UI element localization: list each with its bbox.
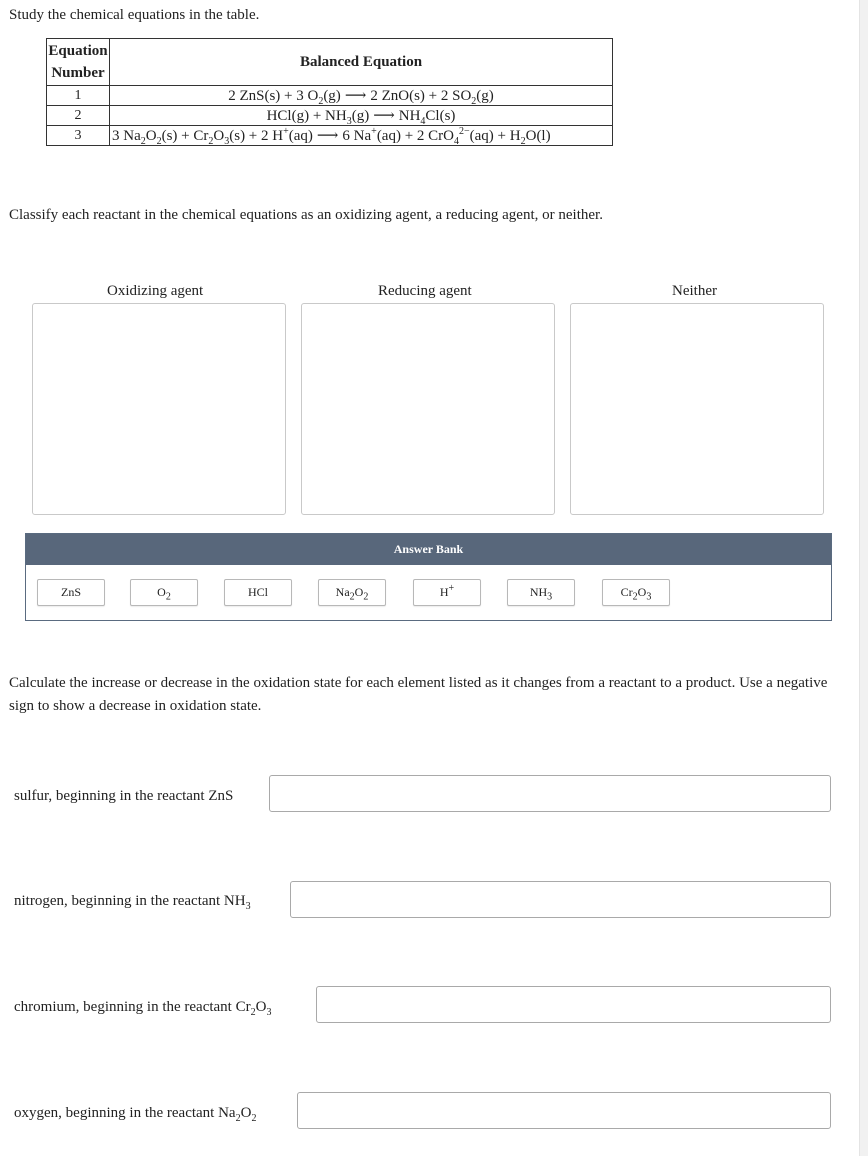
question-label-oxygen: oxygen, beginning in the reactant $Na_2O_2$	[14, 1105, 257, 1124]
answer-chip-cr2o3[interactable]: $Cr_2O_3$	[602, 579, 670, 606]
classify-prompt: Classify each reactant in the chemical equations as an oxidizing agent, a reducing agent, or neither.	[9, 207, 603, 223]
equation-number: 3	[47, 126, 110, 146]
question-label-sulfur: sulfur, beginning in the reactant ZnS	[14, 788, 234, 804]
equation-number: 2	[47, 106, 110, 126]
calc-prompt: Calculate the increase or decrease in the oxidation state for each element listed as it changes from a reactant to a product. Use a negative sign to show a decrease in oxidation state.	[9, 675, 828, 714]
answer-chip-h-plus[interactable]: H+	[413, 579, 481, 606]
oxidizing-agent-dropzone[interactable]	[32, 303, 286, 515]
header-number-line2: Number	[51, 65, 105, 81]
answer-chip-na2o2[interactable]: $Na_2O_2$	[318, 579, 386, 606]
table-row	[47, 86, 613, 106]
table-row	[47, 106, 613, 126]
header-balanced-equation: Balanced Equation	[110, 39, 613, 86]
answer-input-nitrogen[interactable]	[290, 881, 831, 918]
header-equation-number	[47, 39, 110, 86]
answer-bank-title: Answer Bank	[26, 534, 831, 565]
equation-3: 3 $Na_2O_2(s) + Cr_2O_3(s) + 2$ H+(aq) ⟶ 6 Na+(aq) + 2 $CrO_4^{2-}(aq) + H_2O(l)$	[110, 126, 613, 146]
header-number-line1: Equation	[48, 43, 108, 59]
answer-bank	[25, 533, 832, 621]
question-label-chromium: chromium, beginning in the reactant $Cr_2O_3$	[14, 999, 272, 1018]
question-label-nitrogen: nitrogen, beginning in the reactant $NH_3$	[14, 893, 251, 912]
equation-number: 1	[47, 86, 110, 106]
column-label-oxidizing: Oxidizing agent	[107, 283, 204, 299]
column-label-neither: Neither	[672, 283, 717, 299]
equation-2: $HCl(g) + NH_3(g)$ ⟶ $NH_4Cl(s)$	[110, 106, 613, 126]
answer-chip-hcl[interactable]: HCl	[224, 579, 292, 606]
intro-text: Study the chemical equations in the table.	[9, 7, 260, 23]
answer-chip-zns[interactable]: ZnS	[37, 579, 105, 606]
equations-table	[46, 38, 613, 146]
table-row	[47, 126, 613, 146]
answer-input-sulfur[interactable]	[269, 775, 831, 812]
column-label-reducing: Reducing agent	[378, 283, 472, 299]
answer-chip-nh3[interactable]: $NH_3$	[507, 579, 575, 606]
answer-input-oxygen[interactable]	[297, 1092, 831, 1129]
page-scrollbar[interactable]	[859, 0, 868, 1156]
reducing-agent-dropzone[interactable]	[301, 303, 555, 515]
answer-input-chromium[interactable]	[316, 986, 831, 1023]
answer-chip-o2[interactable]: $O_2$	[130, 579, 198, 606]
equation-1: 2 ZnS(s) + 3 $O_2(g)$ ⟶ 2 ZnO(s) + 2 $SO_2(g)$	[110, 86, 613, 106]
neither-dropzone[interactable]	[570, 303, 824, 515]
